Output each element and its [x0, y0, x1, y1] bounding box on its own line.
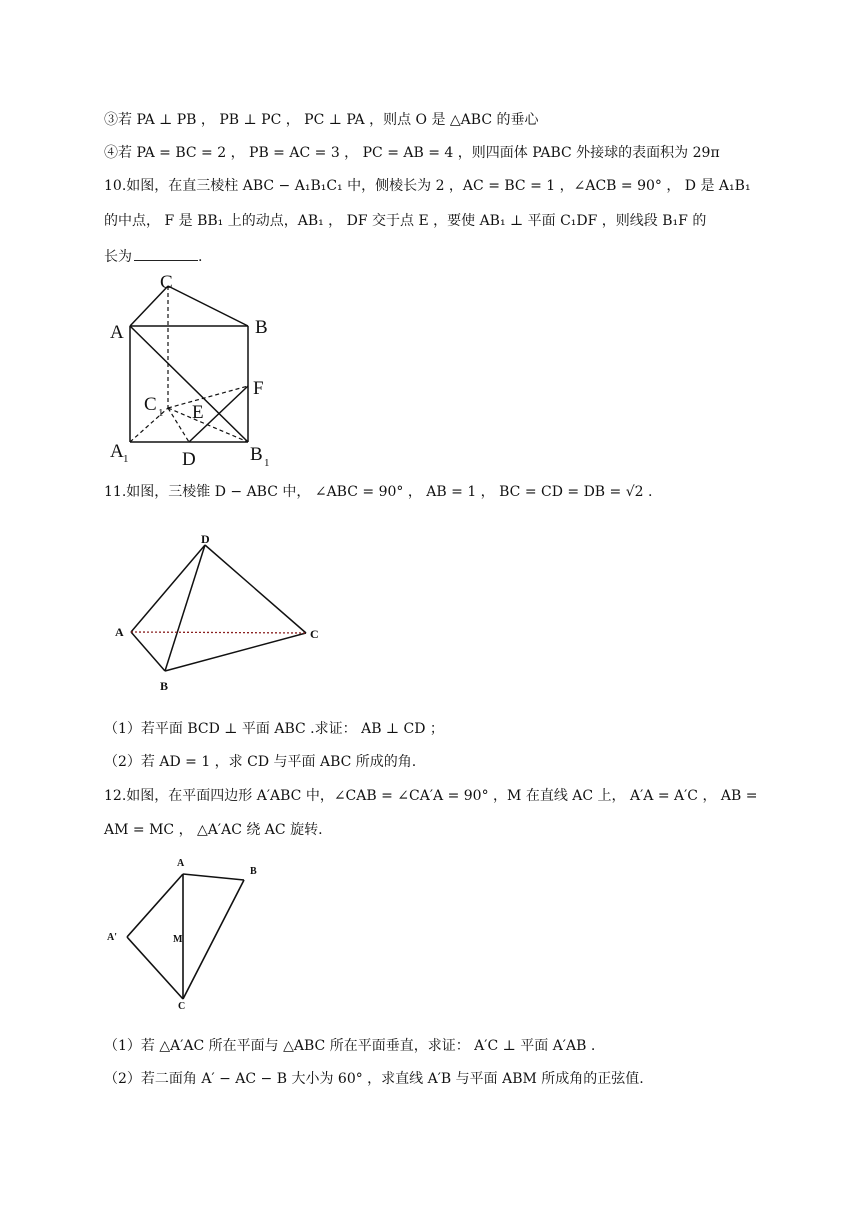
label-A: A: [110, 322, 124, 343]
label-B: B: [250, 866, 257, 877]
question-12-part-1: （1）若 △A′AC 所在平面与 △ABC 所在平面垂直，求证： A′C ⊥ 平面 A′AB .: [104, 1038, 596, 1054]
question-12-part-2: （2）若二面角 A′ − AC − B 大小为 60° ，求直线 A′B 与平面 ABM 所成角的正弦值.: [104, 1071, 644, 1087]
question-12-line-2: AM = MC ， △A′AC 绕 AC 旋转.: [104, 822, 323, 838]
question-11: 11.如图，三棱锥 D − ABC 中， ∠ABC = 90° ， AB = 1 ， BC = CD = DB = √2 .: [104, 484, 653, 500]
edge-AB1: [130, 326, 248, 442]
question-11-part-2: （2）若 AD = 1 ，求 CD 与平面 ABC 所成的角.: [104, 754, 417, 770]
label-A: A: [115, 625, 124, 639]
statement-4: ④若 PA = BC = 2 ， PB = AC = 3 ， PC = AB = 4 ，则四面体 PABC 外接球的表面积为 29π: [104, 145, 720, 161]
answer-blank[interactable]: [134, 246, 198, 261]
label-B: B: [255, 317, 268, 338]
label-D: D: [201, 532, 210, 546]
label-M: M: [173, 934, 183, 945]
label-B1-sub: 1: [264, 457, 270, 469]
label-C: C: [160, 272, 173, 293]
edge-BC: [165, 633, 306, 671]
label-B: B: [160, 679, 169, 693]
label-C1: C: [144, 394, 157, 415]
tetrahedron-figure: [108, 530, 328, 698]
label-C: C: [178, 1001, 186, 1010]
label-A-prime: A': [107, 932, 117, 943]
quadrilateral-figure: [104, 855, 274, 1010]
edge-BC: [183, 880, 244, 999]
hidden-edge-C1D: [168, 408, 189, 442]
label-E: E: [192, 402, 204, 423]
edge-DC: [205, 545, 306, 633]
edge-AB: [131, 632, 165, 671]
question-12-line-1: 12.如图，在平面四边形 A′ABC 中，∠CAB = ∠CA′A = 90° ，M 在直线 AC 上， A′A = A′C ， AB =: [104, 788, 758, 804]
edge-AB: [183, 874, 244, 880]
question-10-end: .: [198, 249, 203, 265]
edge-DB: [165, 545, 205, 671]
label-C: C: [310, 627, 319, 641]
label-C1-sub: 1: [158, 407, 164, 419]
prism-figure: [100, 270, 290, 472]
edge-A'C: [127, 937, 183, 999]
hidden-edge-AC: [131, 632, 306, 633]
label-A: A: [177, 858, 185, 869]
label-A1-sub: 1: [123, 453, 129, 465]
edge-CB: [168, 286, 248, 326]
label-F: F: [253, 378, 264, 399]
label-A1: A: [110, 441, 124, 462]
question-10-line-2: 的中点， F 是 BB₁ 上的动点，AB₁ ， DF 交于点 E ，要使 AB₁ ⊥ 平面 C₁DF ，则线段 B₁F 的: [104, 213, 707, 229]
statement-3: ③若 PA ⊥ PB ， PB ⊥ PC ， PC ⊥ PA ，则点 O 是 △ABC 的垂心: [104, 112, 539, 128]
question-10-prefix: 长为: [104, 249, 132, 265]
hidden-edge-C1B1: [168, 408, 248, 442]
question-11-part-1: （1）若平面 BCD ⊥ 平面 ABC .求证： AB ⊥ CD ；: [104, 721, 444, 737]
label-D: D: [182, 449, 196, 470]
question-10-line-3: [104, 246, 760, 267]
question-10-line-1: 10.如图，在直三棱柱 ABC − A₁B₁C₁ 中，侧棱长为 2 ，AC = BC = 1 ，∠ACB = 90° ， D 是 A₁B₁: [104, 178, 751, 194]
label-B1: B: [250, 444, 263, 465]
edge-AA': [127, 874, 183, 937]
edge-DA: [131, 545, 205, 632]
